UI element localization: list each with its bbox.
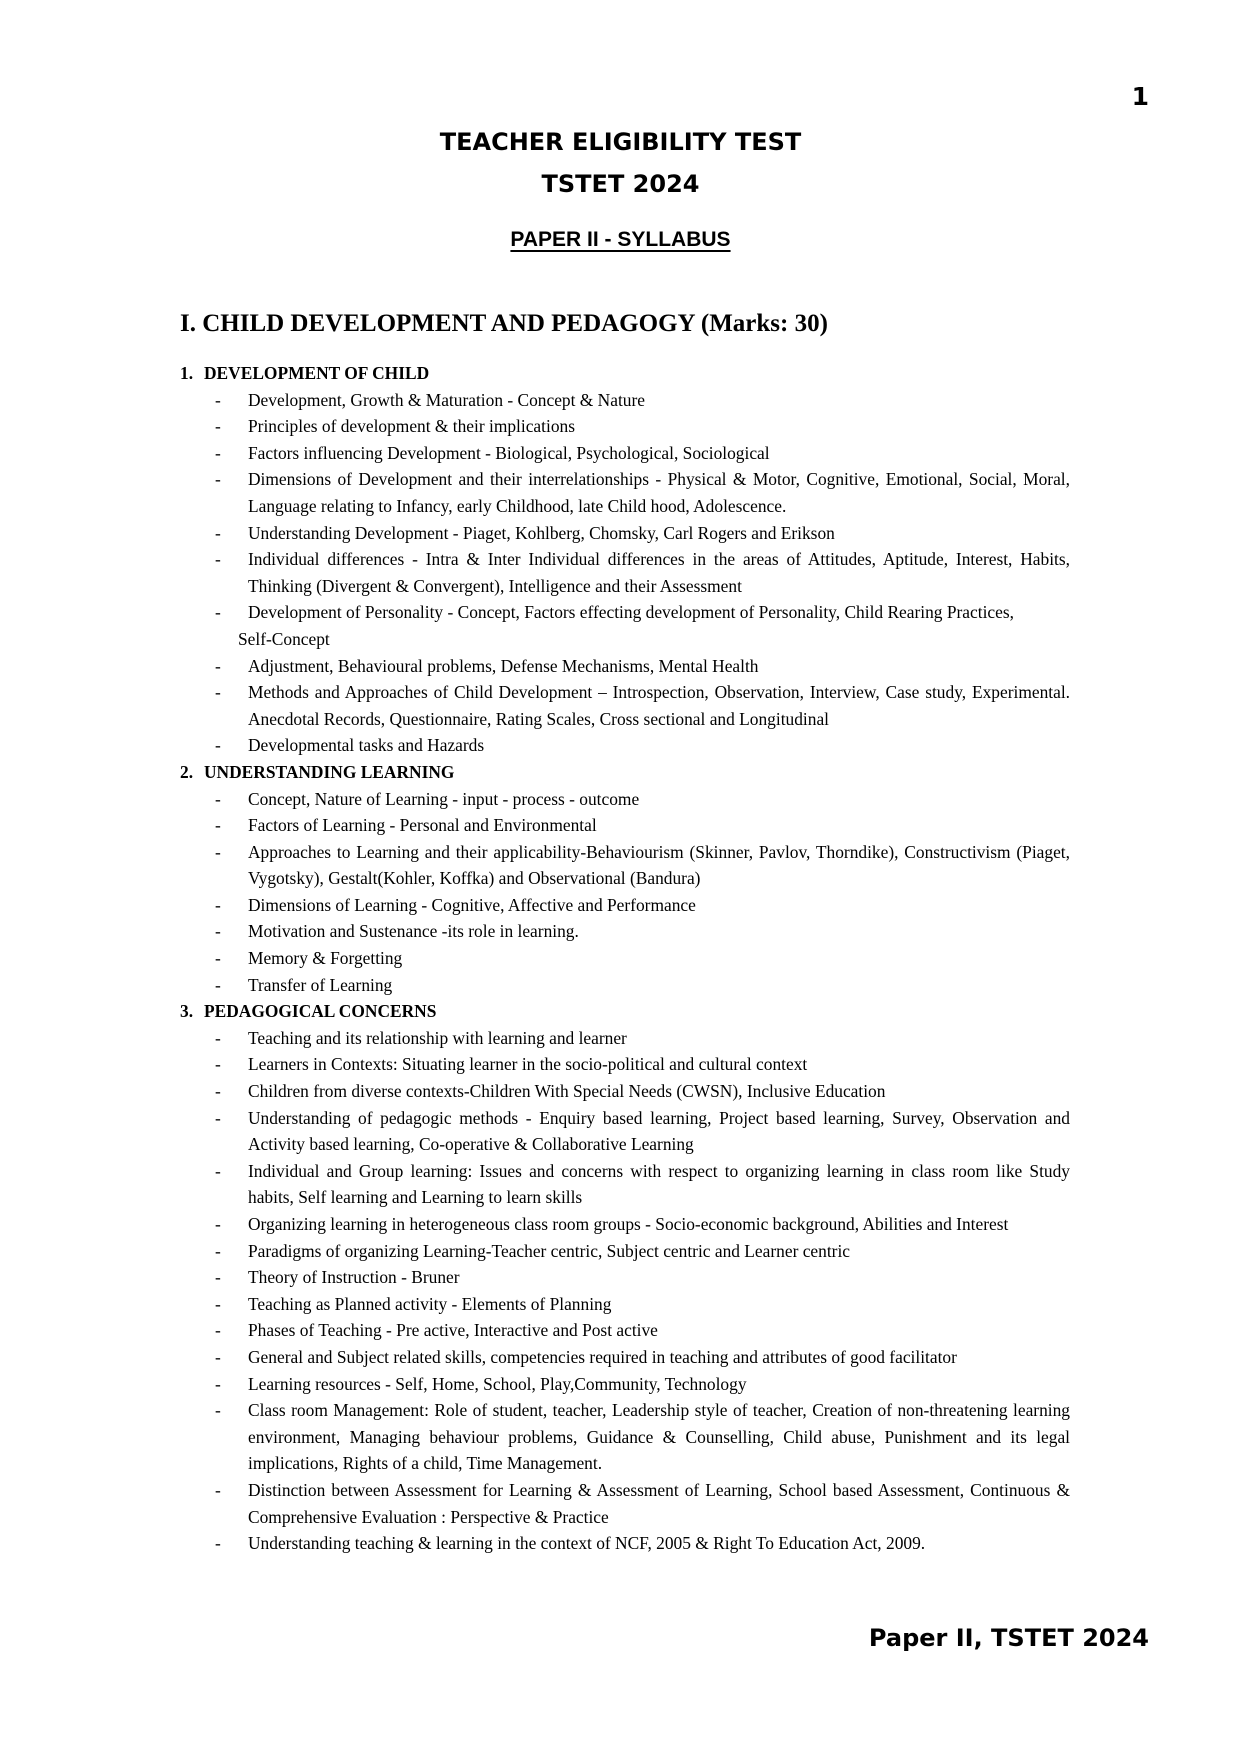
topic-heading: 2. UNDERSTANDING LEARNING bbox=[180, 761, 455, 782]
document-title: TEACHER ELIGIBILITY TEST bbox=[439, 128, 802, 156]
topic-heading: 3. PEDAGOGICAL CONCERNS bbox=[180, 1001, 437, 1022]
list-item: - Paradigms of organizing Learning-Teacher centric, Subject centric and Learner centric bbox=[180, 1238, 1070, 1265]
list-item: - Teaching and its relationship with learning and learner bbox=[180, 1025, 1070, 1052]
list-item: - Learners in Contexts: Situating learner in the socio-political and cultural context bbox=[180, 1051, 1070, 1078]
list-item: - Learning resources - Self, Home, School, Play,Community, Technology bbox=[180, 1371, 1070, 1398]
list-item: - Class room Management: Role of student, teacher, Leadership style of teacher, Creation of non-threatening learning environment, Managing behaviour problems, Guidance & Counselling, Child abuse, Punishment and its legal implications, Rights of a child, Time Management. bbox=[180, 1397, 1070, 1477]
list-item: - Transfer of Learning bbox=[180, 972, 1070, 999]
list-item: - Individual and Group learning: Issues and concerns with respect to organizing learning in class room like Study habits, Self learning and Learning to learn skills bbox=[180, 1158, 1070, 1211]
list-item: - Approaches to Learning and their applicability-Behaviourism (Skinner, Pavlov, Thorndike), Constructivism (Piaget, Vygotsky), Gestalt(Kohler, Koffka) and Observational (Bandura) bbox=[180, 839, 1070, 892]
section-heading: I. CHILD DEVELOPMENT AND PEDAGOGY (Marks: 30) bbox=[180, 310, 828, 337]
list-item: - Children from diverse contexts-Children With Special Needs (CWSN), Inclusive Education bbox=[180, 1078, 1070, 1105]
list-item: - Understanding Development - Piaget, Kohlberg, Chomsky, Carl Rogers and Erikson bbox=[180, 520, 1070, 547]
list-item: - Motivation and Sustenance -its role in learning. bbox=[180, 918, 1070, 945]
list-item: - Understanding of pedagogic methods - Enquiry based learning, Project based learning, Survey, Observation and Activity based learning, Co-operative & Collaborative Learning bbox=[180, 1105, 1070, 1158]
list-item: - Development, Growth & Maturation - Concept & Nature bbox=[180, 387, 1070, 414]
list-item: - Dimensions of Development and their interrelationships - Physical & Motor, Cognitive, Emotional, Social, Moral, Language relating to Infancy, early Childhood, late Child hood, Adolescence. bbox=[180, 466, 1070, 519]
list-item: - Memory & Forgetting bbox=[180, 945, 1070, 972]
list-item: - Principles of development & their implications bbox=[180, 413, 1070, 440]
list-item: - Distinction between Assessment for Learning & Assessment of Learning, School based Assessment, Continuous & Comprehensive Evaluation : Perspective & Practice bbox=[180, 1477, 1070, 1530]
list-item: - Individual differences - Intra & Inter Individual differences in the areas of Attitudes, Aptitude, Interest, Habits, Thinking (Divergent & Convergent), Intelligence and their Assessment bbox=[180, 546, 1070, 599]
list-item: - Developmental tasks and Hazards bbox=[180, 732, 1070, 759]
topic-heading: 1. DEVELOPMENT OF CHILD bbox=[180, 363, 430, 383]
list-item: - Phases of Teaching - Pre active, Interactive and Post active bbox=[180, 1317, 1070, 1344]
paper-heading: PAPER II - SYLLABUS bbox=[510, 228, 731, 251]
topic-items bbox=[180, 1025, 1070, 1557]
syllabus-content bbox=[180, 360, 1070, 1557]
topic-items bbox=[180, 786, 1070, 999]
list-item: - Understanding teaching & learning in the context of NCF, 2005 & Right To Education Act, 2009. bbox=[180, 1530, 1070, 1557]
page-footer: Paper II, TSTET 2024 bbox=[868, 1624, 1149, 1652]
page-number: 1 bbox=[1131, 82, 1149, 111]
list-item-continuation: Self-Concept bbox=[238, 628, 330, 649]
list-item: - Dimensions of Learning - Cognitive, Affective and Performance bbox=[180, 892, 1070, 919]
list-item: - Concept, Nature of Learning - input - process - outcome bbox=[180, 786, 1070, 813]
list-item: - Organizing learning in heterogeneous class room groups - Socio-economic background, Abilities and Interest bbox=[180, 1211, 1070, 1238]
list-item: - General and Subject related skills, competencies required in teaching and attributes of good facilitator bbox=[180, 1344, 1070, 1371]
list-item: - Teaching as Planned activity - Elements of Planning bbox=[180, 1291, 1070, 1318]
document-subtitle: TSTET 2024 bbox=[541, 170, 700, 198]
list-item: - Factors influencing Development - Biological, Psychological, Sociological bbox=[180, 440, 1070, 467]
list-item: - Development of Personality - Concept, Factors effecting development of Personality, Child Rearing Practices, bbox=[180, 599, 1070, 626]
topic-items bbox=[180, 387, 1070, 759]
list-item: - Methods and Approaches of Child Development – Introspection, Observation, Interview, Case study, Experimental. Anecdotal Records, Questionnaire, Rating Scales, Cross sectional and Longitudinal bbox=[180, 679, 1070, 732]
list-item: - Factors of Learning - Personal and Environmental bbox=[180, 812, 1070, 839]
list-item: - Adjustment, Behavioural problems, Defense Mechanisms, Mental Health bbox=[180, 653, 1070, 680]
list-item: - Theory of Instruction - Bruner bbox=[180, 1264, 1070, 1291]
